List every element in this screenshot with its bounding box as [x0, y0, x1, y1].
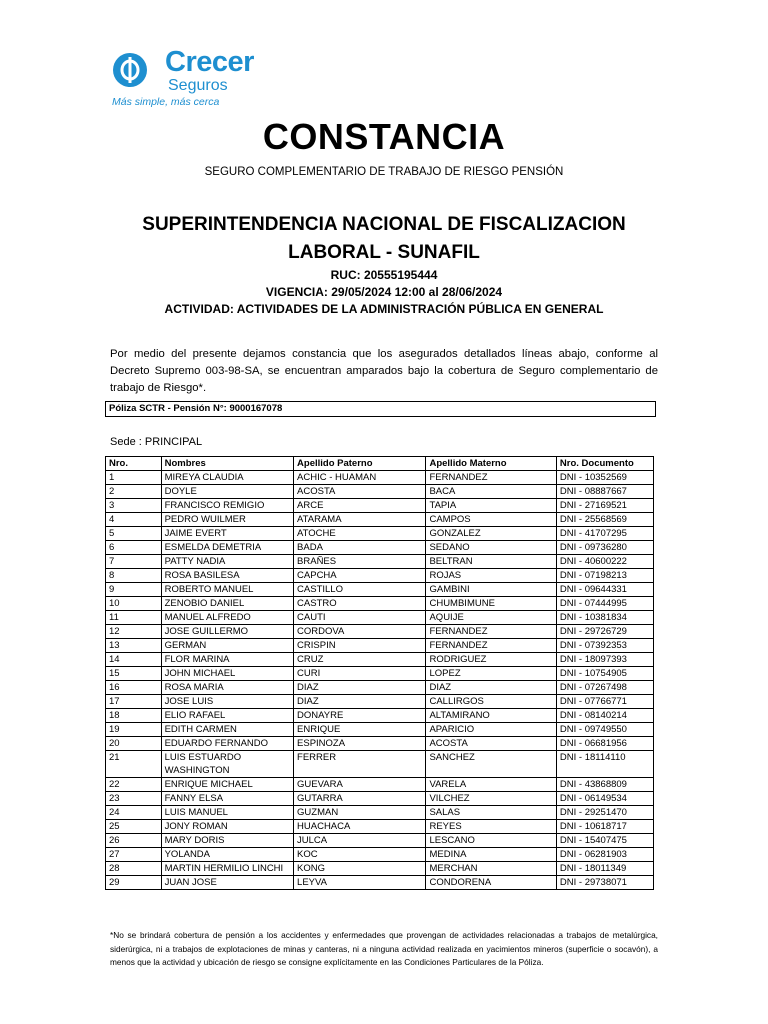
table-row: [106, 639, 654, 653]
cell-apellido-paterno: DIAZ: [294, 681, 426, 695]
cell-documento: DNI - 43868809: [556, 778, 653, 792]
table-body: [106, 471, 654, 890]
logo-name: Crecer: [165, 46, 254, 78]
cell-documento: DNI - 10754905: [556, 667, 653, 681]
cell-apellido-paterno: CURI: [294, 667, 426, 681]
cell-nro: 22: [106, 778, 162, 792]
cell-nro: 8: [106, 569, 162, 583]
cell-nro: 7: [106, 555, 162, 569]
cell-apellido-paterno: CASTRO: [294, 597, 426, 611]
cell-nombres: MANUEL ALFREDO: [161, 611, 293, 625]
cell-nombres: ROBERTO MANUEL: [161, 583, 293, 597]
cell-documento: DNI - 08887667: [556, 485, 653, 499]
table-row: [106, 695, 654, 709]
table-row: [106, 876, 654, 890]
cell-apellido-materno: CONDORENA: [426, 876, 556, 890]
cell-apellido-materno: TAPIA: [426, 499, 556, 513]
cell-documento: DNI - 07766771: [556, 695, 653, 709]
cell-nro: 3: [106, 499, 162, 513]
cell-documento: DNI - 18011349: [556, 862, 653, 876]
cell-apellido-paterno: ENRIQUE: [294, 723, 426, 737]
table-row: [106, 709, 654, 723]
cell-nombres: MARTIN HERMILIO LINCHI: [161, 862, 293, 876]
table-row: [106, 499, 654, 513]
table-row: [106, 681, 654, 695]
cell-apellido-materno: ALTAMIRANO: [426, 709, 556, 723]
cell-documento: DNI - 07198213: [556, 569, 653, 583]
cell-apellido-materno: LOPEZ: [426, 667, 556, 681]
cell-nro: 17: [106, 695, 162, 709]
table-row: [106, 597, 654, 611]
cell-apellido-materno: APARICIO: [426, 723, 556, 737]
cell-nombres: JUAN JOSE: [161, 876, 293, 890]
cell-nro: 28: [106, 862, 162, 876]
cell-nro: 26: [106, 834, 162, 848]
cell-apellido-paterno: CAPCHA: [294, 569, 426, 583]
cell-nro: 9: [106, 583, 162, 597]
cell-documento: DNI - 10352569: [556, 471, 653, 485]
table-row: [106, 611, 654, 625]
cell-apellido-materno: RODRIGUEZ: [426, 653, 556, 667]
cell-nro: 10: [106, 597, 162, 611]
entity-name: SUPERINTENDENCIA NACIONAL DE FISCALIZACION LABORAL - SUNAFIL: [142, 214, 626, 263]
cell-nro: 13: [106, 639, 162, 653]
poliza-box: Póliza SCTR - Pensión N°: 9000167078: [105, 401, 656, 417]
header-apellido-materno: Apellido Materno: [426, 457, 556, 471]
table-row: [106, 792, 654, 806]
cell-documento: DNI - 18114110: [556, 751, 653, 778]
cell-apellido-paterno: CRUZ: [294, 653, 426, 667]
cell-apellido-paterno: ACHIC - HUAMAN: [294, 471, 426, 485]
logo-sub: Seguros: [168, 77, 228, 94]
cell-apellido-paterno: DONAYRE: [294, 709, 426, 723]
table-row: [106, 625, 654, 639]
cell-nro: 12: [106, 625, 162, 639]
intro-paragraph: Por medio del presente dejamos constancia que los asegurados detallados líneas abajo, conforme al Decreto Supremo 003-98-SA, se encuentran amparados bajo la cobertura de Seguro complementario de trabajo de Riesgo*.: [110, 348, 658, 394]
cell-nombres: ESMELDA DEMETRIA: [161, 541, 293, 555]
cell-apellido-paterno: CAUTI: [294, 611, 426, 625]
cell-nombres: ROSA BASILESA: [161, 569, 293, 583]
cell-nro: 15: [106, 667, 162, 681]
cell-nombres: JOSE GUILLERMO: [161, 625, 293, 639]
cell-nro: 27: [106, 848, 162, 862]
cell-apellido-paterno: HUACHACA: [294, 820, 426, 834]
cell-nombres: JAIME EVERT: [161, 527, 293, 541]
cell-documento: DNI - 06149534: [556, 792, 653, 806]
cell-apellido-paterno: GUTARRA: [294, 792, 426, 806]
cell-apellido-paterno: GUEVARA: [294, 778, 426, 792]
cell-documento: DNI - 07392353: [556, 639, 653, 653]
cell-nombres: FLOR MARINA: [161, 653, 293, 667]
cell-apellido-materno: BELTRAN: [426, 555, 556, 569]
table-row: [106, 653, 654, 667]
cell-apellido-materno: AQUIJE: [426, 611, 556, 625]
cell-apellido-materno: SEDANO: [426, 541, 556, 555]
cell-apellido-paterno: ATARAMA: [294, 513, 426, 527]
cell-apellido-materno: BACA: [426, 485, 556, 499]
table-row: [106, 737, 654, 751]
table-row: [106, 513, 654, 527]
cell-nro: 6: [106, 541, 162, 555]
cell-documento: DNI - 07444995: [556, 597, 653, 611]
cell-apellido-paterno: CRISPIN: [294, 639, 426, 653]
cell-documento: DNI - 07267498: [556, 681, 653, 695]
cell-documento: DNI - 09644331: [556, 583, 653, 597]
cell-apellido-paterno: GUZMAN: [294, 806, 426, 820]
cell-documento: DNI - 27169521: [556, 499, 653, 513]
cell-nombres: ZENOBIO DANIEL: [161, 597, 293, 611]
table-row: [106, 834, 654, 848]
cell-apellido-paterno: ATOCHE: [294, 527, 426, 541]
cell-documento: DNI - 09749550: [556, 723, 653, 737]
cell-apellido-materno: REYES: [426, 820, 556, 834]
cell-nombres: MIREYA CLAUDIA: [161, 471, 293, 485]
cell-nro: 23: [106, 792, 162, 806]
footnote: *No se brindará cobertura de pensión a los accidentes y enfermedades que provengan de actividades relacionadas a trabajos de metalúrgica, siderúrgica, ni a trabajos de explotaciones de minas y canteras, ni a ninguna actividad realizada en yacimientos mineros (superficie o socavón), a menos que la actividad y ubicación de riesgo se consigne explícitamente en las Condiciones Particulares de la Póliza.: [110, 930, 658, 967]
table-row: [106, 569, 654, 583]
cell-apellido-materno: CALLIRGOS: [426, 695, 556, 709]
cell-nombres: JOSE LUIS: [161, 695, 293, 709]
cell-nro: 1: [106, 471, 162, 485]
table-row: [106, 806, 654, 820]
cell-documento: DNI - 29738071: [556, 876, 653, 890]
cell-nombres: FANNY ELSA: [161, 792, 293, 806]
cell-apellido-materno: GONZALEZ: [426, 527, 556, 541]
cell-nombres: PATTY NADIA: [161, 555, 293, 569]
cell-nro: 19: [106, 723, 162, 737]
cell-nombres: GERMAN: [161, 639, 293, 653]
header-nombres: Nombres: [161, 457, 293, 471]
cell-documento: DNI - 08140214: [556, 709, 653, 723]
cell-apellido-materno: ROJAS: [426, 569, 556, 583]
cell-nro: 18: [106, 709, 162, 723]
table-row: [106, 862, 654, 876]
cell-nombres: JONY ROMAN: [161, 820, 293, 834]
cell-nro: 21: [106, 751, 162, 778]
cell-documento: DNI - 29251470: [556, 806, 653, 820]
cell-nro: 2: [106, 485, 162, 499]
cell-nombres: YOLANDA: [161, 848, 293, 862]
header-apellido-paterno: Apellido Paterno: [294, 457, 426, 471]
cell-documento: DNI - 18097393: [556, 653, 653, 667]
cell-nro: 20: [106, 737, 162, 751]
cell-nombres: DOYLE: [161, 485, 293, 499]
cell-apellido-paterno: CORDOVA: [294, 625, 426, 639]
cell-apellido-materno: ACOSTA: [426, 737, 556, 751]
table-header-row: [106, 457, 654, 471]
cell-documento: DNI - 15407475: [556, 834, 653, 848]
company-logo: [112, 48, 312, 112]
cell-apellido-materno: SANCHEZ: [426, 751, 556, 778]
cell-apellido-materno: GAMBINI: [426, 583, 556, 597]
cell-apellido-paterno: ARCE: [294, 499, 426, 513]
cell-documento: DNI - 06281903: [556, 848, 653, 862]
cell-apellido-materno: VARELA: [426, 778, 556, 792]
cell-nro: 11: [106, 611, 162, 625]
cell-apellido-materno: MEDINA: [426, 848, 556, 862]
cell-nombres: EDUARDO FERNANDO: [161, 737, 293, 751]
cell-nro: 4: [106, 513, 162, 527]
cell-apellido-materno: CHUMBIMUNE: [426, 597, 556, 611]
cell-nro: 16: [106, 681, 162, 695]
table-row: [106, 485, 654, 499]
actividad-line: ACTIVIDAD: ACTIVIDADES DE LA ADMINISTRACIÓN PÚBLICA EN GENERAL: [164, 302, 604, 316]
cell-apellido-paterno: KONG: [294, 862, 426, 876]
cell-apellido-paterno: FERRER: [294, 751, 426, 778]
table-row: [106, 471, 654, 485]
cell-apellido-materno: MERCHAN: [426, 862, 556, 876]
cell-documento: DNI - 10618717: [556, 820, 653, 834]
crecer-logo-icon: [112, 52, 148, 88]
cell-apellido-materno: LESCANO: [426, 834, 556, 848]
cell-apellido-paterno: KOC: [294, 848, 426, 862]
cell-nro: 29: [106, 876, 162, 890]
cell-documento: DNI - 09736280: [556, 541, 653, 555]
cell-nombres: PEDRO WUILMER: [161, 513, 293, 527]
cell-nombres: ELIO RAFAEL: [161, 709, 293, 723]
ruc-line: RUC: 20555195444: [330, 268, 438, 282]
header-nro-documento: Nro. Documento: [556, 457, 653, 471]
header-nro: Nro.: [106, 457, 162, 471]
cell-nro: 24: [106, 806, 162, 820]
cell-apellido-materno: SALAS: [426, 806, 556, 820]
cell-apellido-materno: VILCHEZ: [426, 792, 556, 806]
cell-documento: DNI - 40600222: [556, 555, 653, 569]
table-row: [106, 751, 654, 778]
table-row: [106, 541, 654, 555]
cell-nombres: FRANCISCO REMIGIO: [161, 499, 293, 513]
cell-nombres: ROSA MARIA: [161, 681, 293, 695]
cell-nro: 5: [106, 527, 162, 541]
table-row: [106, 527, 654, 541]
cell-nro: 14: [106, 653, 162, 667]
cell-nombres: LUIS MANUEL: [161, 806, 293, 820]
cell-nombres: MARY DORIS: [161, 834, 293, 848]
cell-nombres: ENRIQUE MICHAEL: [161, 778, 293, 792]
cell-apellido-paterno: ESPINOZA: [294, 737, 426, 751]
cell-apellido-paterno: ACOSTA: [294, 485, 426, 499]
cell-apellido-paterno: DIAZ: [294, 695, 426, 709]
cell-apellido-paterno: LEYVA: [294, 876, 426, 890]
cell-nombres: LUIS ESTUARDO WASHINGTON: [161, 751, 293, 778]
table-row: [106, 848, 654, 862]
cell-apellido-paterno: BRAÑES: [294, 555, 426, 569]
table-row: [106, 778, 654, 792]
table-row: [106, 820, 654, 834]
insured-table: [105, 456, 654, 890]
cell-apellido-materno: FERNANDEZ: [426, 625, 556, 639]
document-title: CONSTANCIA: [262, 116, 506, 157]
cell-nombres: JOHN MICHAEL: [161, 667, 293, 681]
cell-apellido-materno: FERNANDEZ: [426, 471, 556, 485]
cell-apellido-paterno: BADA: [294, 541, 426, 555]
cell-documento: DNI - 25568569: [556, 513, 653, 527]
sede-label: Sede : PRINCIPAL: [110, 436, 203, 448]
logo-tagline: Más simple, más cerca: [112, 96, 220, 108]
cell-nro: 25: [106, 820, 162, 834]
cell-apellido-materno: CAMPOS: [426, 513, 556, 527]
table-row: [106, 667, 654, 681]
vigencia-line: VIGENCIA: 29/05/2024 12:00 al 28/06/2024: [265, 285, 503, 299]
cell-documento: DNI - 10381834: [556, 611, 653, 625]
cell-documento: DNI - 06681956: [556, 737, 653, 751]
cell-apellido-materno: FERNANDEZ: [426, 639, 556, 653]
table-row: [106, 723, 654, 737]
table-row: [106, 555, 654, 569]
cell-documento: DNI - 41707295: [556, 527, 653, 541]
cell-apellido-paterno: JULCA: [294, 834, 426, 848]
cell-nombres: EDITH CARMEN: [161, 723, 293, 737]
cell-apellido-materno: DIAZ: [426, 681, 556, 695]
cell-documento: DNI - 29726729: [556, 625, 653, 639]
document-subtitle: SEGURO COMPLEMENTARIO DE TRABAJO DE RIESGO PENSIÓN: [204, 166, 564, 178]
cell-apellido-paterno: CASTILLO: [294, 583, 426, 597]
table-row: [106, 583, 654, 597]
